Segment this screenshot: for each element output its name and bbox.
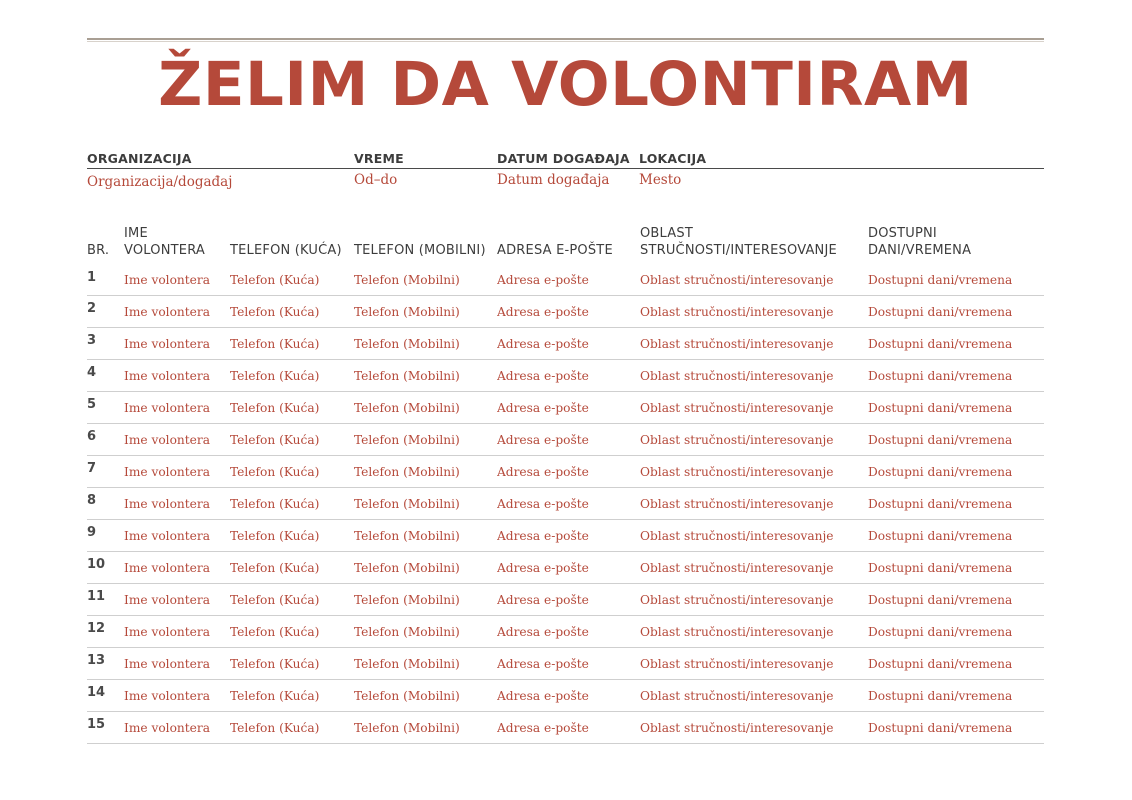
cell-expertise[interactable]: Oblast stručnosti/interesovanje: [640, 488, 868, 520]
date-label: DATUM DOGAĐAJA: [497, 151, 630, 166]
cell-number: 15: [87, 712, 124, 744]
header-number: BR.: [87, 243, 110, 258]
cell-number: 6: [87, 424, 124, 456]
time-label: VREME: [354, 151, 404, 166]
cell-email[interactable]: Adresa e-pošte: [497, 265, 640, 296]
cell-phone-home[interactable]: Telefon (Kuća): [230, 392, 354, 424]
cell-phone-mobile[interactable]: Telefon (Mobilni): [354, 360, 497, 392]
cell-email[interactable]: Adresa e-pošte: [497, 328, 640, 360]
cell-phone-mobile[interactable]: Telefon (Mobilni): [354, 552, 497, 584]
cell-email[interactable]: Adresa e-pošte: [497, 648, 640, 680]
cell-phone-home[interactable]: Telefon (Kuća): [230, 488, 354, 520]
cell-expertise[interactable]: Oblast stručnosti/interesovanje: [640, 265, 868, 296]
table-row: [87, 520, 1044, 552]
cell-phone-home[interactable]: Telefon (Kuća): [230, 520, 354, 552]
organization-label: ORGANIZACIJA: [87, 151, 192, 166]
table-row: [87, 648, 1044, 680]
table-row: [87, 584, 1044, 616]
cell-phone-home[interactable]: Telefon (Kuća): [230, 265, 354, 296]
cell-email[interactable]: Adresa e-pošte: [497, 296, 640, 328]
cell-email[interactable]: Adresa e-pošte: [497, 520, 640, 552]
cell-volunteer-name[interactable]: Ime volontera: [124, 712, 230, 744]
cell-availability[interactable]: Dostupni dani/vremena: [868, 648, 1044, 680]
table-row: [87, 712, 1044, 744]
cell-number: 12: [87, 616, 124, 648]
cell-phone-home[interactable]: Telefon (Kuća): [230, 360, 354, 392]
location-label: LOKACIJA: [639, 151, 707, 166]
cell-email[interactable]: Adresa e-pošte: [497, 616, 640, 648]
date-block: [497, 150, 630, 188]
cell-phone-home[interactable]: Telefon (Kuća): [230, 296, 354, 328]
cell-expertise[interactable]: Oblast stručnosti/interesovanje: [640, 552, 868, 584]
cell-phone-mobile[interactable]: Telefon (Mobilni): [354, 456, 497, 488]
table-row: [87, 456, 1044, 488]
cell-volunteer-name[interactable]: Ime volontera: [124, 328, 230, 360]
cell-volunteer-name[interactable]: Ime volontera: [124, 616, 230, 648]
cell-phone-mobile[interactable]: Telefon (Mobilni): [354, 265, 497, 296]
location-field[interactable]: Mesto: [639, 172, 682, 188]
table-row: [87, 392, 1044, 424]
cell-availability[interactable]: Dostupni dani/vremena: [868, 616, 1044, 648]
cell-expertise[interactable]: Oblast stručnosti/interesovanje: [640, 648, 868, 680]
cell-volunteer-name[interactable]: Ime volontera: [124, 265, 230, 296]
cell-expertise[interactable]: Oblast stručnosti/interesovanje: [640, 712, 868, 744]
cell-expertise[interactable]: Oblast stručnosti/interesovanje: [640, 520, 868, 552]
cell-phone-mobile[interactable]: Telefon (Mobilni): [354, 680, 497, 712]
cell-number: 4: [87, 360, 124, 392]
cell-number: 8: [87, 488, 124, 520]
cell-availability[interactable]: Dostupni dani/vremena: [868, 552, 1044, 584]
organization-block: [87, 150, 232, 190]
cell-number: 10: [87, 552, 124, 584]
header-phone-mobile: TELEFON (MOBILNI): [354, 243, 486, 258]
cell-phone-home[interactable]: Telefon (Kuća): [230, 456, 354, 488]
cell-expertise[interactable]: Oblast stručnosti/interesovanje: [640, 424, 868, 456]
cell-phone-mobile[interactable]: Telefon (Mobilni): [354, 584, 497, 616]
cell-expertise[interactable]: Oblast stručnosti/interesovanje: [640, 616, 868, 648]
cell-phone-mobile[interactable]: Telefon (Mobilni): [354, 648, 497, 680]
cell-volunteer-name[interactable]: Ime volontera: [124, 392, 230, 424]
cell-availability[interactable]: Dostupni dani/vremena: [868, 328, 1044, 360]
header-availability: DOSTUPNI DANI/VREMENA: [868, 226, 972, 258]
cell-phone-mobile[interactable]: Telefon (Mobilni): [354, 520, 497, 552]
cell-number: 2: [87, 296, 124, 328]
cell-email[interactable]: Adresa e-pošte: [497, 456, 640, 488]
cell-availability[interactable]: Dostupni dani/vremena: [868, 456, 1044, 488]
cell-volunteer-name[interactable]: Ime volontera: [124, 296, 230, 328]
cell-volunteer-name[interactable]: Ime volontera: [124, 552, 230, 584]
cell-expertise[interactable]: Oblast stručnosti/interesovanje: [640, 360, 868, 392]
organization-field[interactable]: Organizacija/događaj: [87, 174, 233, 190]
table-row: [87, 616, 1044, 648]
cell-availability[interactable]: Dostupni dani/vremena: [868, 680, 1044, 712]
cell-phone-home[interactable]: Telefon (Kuća): [230, 616, 354, 648]
cell-phone-mobile[interactable]: Telefon (Mobilni): [354, 328, 497, 360]
cell-phone-mobile[interactable]: Telefon (Mobilni): [354, 712, 497, 744]
volunteer-table: [87, 225, 1044, 744]
cell-expertise[interactable]: Oblast stručnosti/interesovanje: [640, 296, 868, 328]
cell-email[interactable]: Adresa e-pošte: [497, 712, 640, 744]
cell-number: 3: [87, 328, 124, 360]
event-info: [87, 150, 1044, 210]
table-row: [87, 680, 1044, 712]
cell-phone-mobile[interactable]: Telefon (Mobilni): [354, 424, 497, 456]
cell-expertise[interactable]: Oblast stručnosti/interesovanje: [640, 392, 868, 424]
top-rule: [87, 38, 1044, 42]
table-row: [87, 424, 1044, 456]
header-email: ADRESA E-POŠTE: [497, 243, 613, 258]
cell-expertise[interactable]: Oblast stručnosti/interesovanje: [640, 456, 868, 488]
cell-email[interactable]: Adresa e-pošte: [497, 584, 640, 616]
cell-number: 13: [87, 648, 124, 680]
cell-volunteer-name[interactable]: Ime volontera: [124, 648, 230, 680]
table-row: [87, 488, 1044, 520]
table-row: [87, 296, 1044, 328]
cell-phone-mobile[interactable]: Telefon (Mobilni): [354, 392, 497, 424]
cell-volunteer-name[interactable]: Ime volontera: [124, 680, 230, 712]
table-row: [87, 265, 1044, 296]
cell-volunteer-name[interactable]: Ime volontera: [124, 488, 230, 520]
cell-phone-home[interactable]: Telefon (Kuća): [230, 712, 354, 744]
time-field[interactable]: Od–do: [354, 172, 398, 188]
cell-number: 9: [87, 520, 124, 552]
cell-expertise[interactable]: Oblast stručnosti/interesovanje: [640, 584, 868, 616]
cell-availability[interactable]: Dostupni dani/vremena: [868, 392, 1044, 424]
cell-availability[interactable]: Dostupni dani/vremena: [868, 360, 1044, 392]
cell-availability[interactable]: Dostupni dani/vremena: [868, 488, 1044, 520]
cell-volunteer-name[interactable]: Ime volontera: [124, 360, 230, 392]
cell-expertise[interactable]: Oblast stručnosti/interesovanje: [640, 680, 868, 712]
cell-availability[interactable]: Dostupni dani/vremena: [868, 712, 1044, 744]
cell-volunteer-name[interactable]: Ime volontera: [124, 456, 230, 488]
cell-volunteer-name[interactable]: Ime volontera: [124, 520, 230, 552]
date-field[interactable]: Datum događaja: [497, 172, 610, 188]
cell-phone-home[interactable]: Telefon (Kuća): [230, 680, 354, 712]
info-divider: [87, 168, 1044, 169]
cell-number: 1: [87, 265, 124, 296]
table-row: [87, 552, 1044, 584]
header-phone-home: TELEFON (KUĆA): [230, 243, 342, 258]
cell-phone-home[interactable]: Telefon (Kuća): [230, 648, 354, 680]
document-page: [87, 38, 1044, 735]
page-title: ŽELIM DA VOLONTIRAM: [158, 49, 973, 120]
cell-volunteer-name[interactable]: Ime volontera: [124, 584, 230, 616]
table-row: [87, 328, 1044, 360]
cell-number: 5: [87, 392, 124, 424]
cell-availability[interactable]: Dostupni dani/vremena: [868, 296, 1044, 328]
cell-email[interactable]: Adresa e-pošte: [497, 488, 640, 520]
table-row: [87, 360, 1044, 392]
cell-number: 11: [87, 584, 124, 616]
time-block: [354, 150, 404, 188]
cell-phone-home[interactable]: Telefon (Kuća): [230, 328, 354, 360]
cell-number: 14: [87, 680, 124, 712]
cell-email[interactable]: Adresa e-pošte: [497, 360, 640, 392]
cell-email[interactable]: Adresa e-pošte: [497, 424, 640, 456]
cell-availability[interactable]: Dostupni dani/vremena: [868, 424, 1044, 456]
cell-email[interactable]: Adresa e-pošte: [497, 392, 640, 424]
cell-phone-mobile[interactable]: Telefon (Mobilni): [354, 296, 497, 328]
cell-email[interactable]: Adresa e-pošte: [497, 552, 640, 584]
table-header-row: [87, 225, 1044, 265]
cell-phone-home[interactable]: Telefon (Kuća): [230, 424, 354, 456]
cell-expertise[interactable]: Oblast stručnosti/interesovanje: [640, 328, 868, 360]
cell-availability[interactable]: Dostupni dani/vremena: [868, 520, 1044, 552]
cell-email[interactable]: Adresa e-pošte: [497, 680, 640, 712]
cell-phone-home[interactable]: Telefon (Kuća): [230, 584, 354, 616]
location-block: [639, 150, 706, 188]
header-expertise: OBLAST STRUČNOSTI/INTERESOVANJE: [640, 226, 837, 258]
cell-availability[interactable]: Dostupni dani/vremena: [868, 265, 1044, 296]
cell-phone-home[interactable]: Telefon (Kuća): [230, 552, 354, 584]
header-name: IME VOLONTERA: [124, 226, 205, 258]
cell-volunteer-name[interactable]: Ime volontera: [124, 424, 230, 456]
cell-phone-mobile[interactable]: Telefon (Mobilni): [354, 488, 497, 520]
cell-availability[interactable]: Dostupni dani/vremena: [868, 584, 1044, 616]
cell-number: 7: [87, 456, 124, 488]
cell-phone-mobile[interactable]: Telefon (Mobilni): [354, 616, 497, 648]
